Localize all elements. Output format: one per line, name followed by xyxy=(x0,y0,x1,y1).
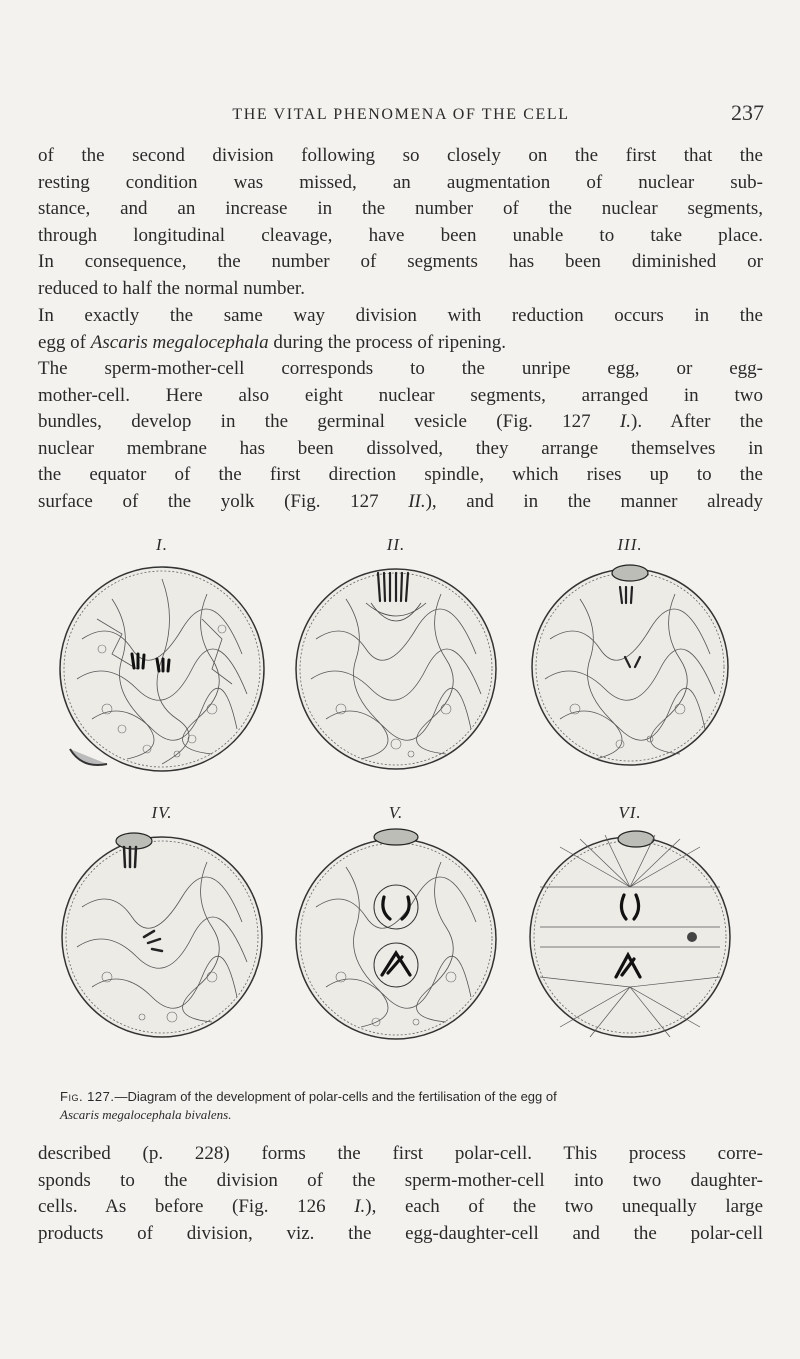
text-run: during the process of ripening. xyxy=(268,331,507,353)
text-line: mother-cell. Here also eight nuclear segments, arranged in two xyxy=(38,384,763,406)
paragraph-3 xyxy=(38,356,763,516)
text-run: ). After the xyxy=(631,411,764,433)
paragraph-1 xyxy=(38,143,763,303)
paragraph-4 xyxy=(38,1141,763,1247)
text-line: of the second division following so closely on the first that the xyxy=(38,145,763,166)
egg-cell-illustration-4 xyxy=(52,827,272,1049)
text-line: through longitudinal cleavage, have been unable to take place. xyxy=(38,224,763,246)
running-head xyxy=(38,100,764,130)
egg-cell-illustration-2 xyxy=(286,559,506,781)
figure-ref: II. xyxy=(408,490,426,512)
panel-label: III. xyxy=(617,535,643,554)
text-line xyxy=(38,409,763,436)
caption-species: Ascaris megalocephala bivalens. xyxy=(60,1107,232,1122)
text-line: products of division, viz. the egg-daughter-cell and the polar-cell xyxy=(38,1222,763,1244)
text-run: ), and in the manner already xyxy=(425,490,763,512)
figure-caption xyxy=(60,1088,750,1124)
figure-ref: I. xyxy=(354,1196,366,1218)
text-run: cells. As before (Fig. 126 xyxy=(38,1196,355,1218)
text-line: The sperm-mother-cell corresponds to the unripe egg, or egg- xyxy=(38,358,763,379)
text-run: surface of the yolk (Fig. 127 xyxy=(38,490,409,512)
page-number: 237 xyxy=(731,100,764,125)
text-line: reduced to half the normal number. xyxy=(38,277,305,299)
text-line xyxy=(38,489,763,516)
egg-cell-illustration-1 xyxy=(52,559,272,781)
figure-number: Fig. 127. xyxy=(60,1089,115,1104)
text-line: resting condition was missed, an augmentation of nuclear sub- xyxy=(38,171,763,193)
text-line xyxy=(38,1194,763,1221)
text-run: ), each of the two unequally large xyxy=(365,1196,763,1218)
text-run: egg of xyxy=(38,331,91,353)
text-line xyxy=(38,330,763,357)
panel-label: I. xyxy=(156,535,168,554)
text-line: stance, and an increase in the number of the nuclear segments, xyxy=(38,198,763,220)
text-line: sponds to the division of the sperm-mother-cell into two daughter- xyxy=(38,1169,763,1191)
egg-cell-illustration-3 xyxy=(520,559,740,781)
running-title: THE VITAL PHENOMENA OF THE CELL xyxy=(232,106,570,123)
panel-label: VI. xyxy=(618,803,642,822)
text-line: In exactly the same way division with reduction occurs in the xyxy=(38,305,763,326)
paragraph-2 xyxy=(38,303,763,356)
panel-label: II. xyxy=(386,535,406,554)
text-line: In consequence, the number of segments has been diminished or xyxy=(38,251,763,273)
text-line: nuclear membrane has been dissolved, they arrange themselves in xyxy=(38,437,763,459)
egg-cell-illustration-5 xyxy=(286,827,506,1049)
panel-label: IV. xyxy=(151,803,173,822)
text-line: the equator of the first direction spindle, which rises up to the xyxy=(38,464,763,486)
text-line: described (p. 228) forms the first polar-cell. This process corre- xyxy=(38,1143,763,1164)
figure-ref: I. xyxy=(619,411,631,433)
caption-text: —Diagram of the development of polar-cells and the fertilisation of the egg of xyxy=(114,1089,557,1104)
panel-label: V. xyxy=(388,803,404,822)
species-name: Ascaris megalocephala xyxy=(90,331,269,353)
figure-127 xyxy=(50,535,750,1075)
text-run: bundles, develop in the germinal vesicle (Fig. 127 xyxy=(38,411,620,433)
egg-cell-illustration-6 xyxy=(520,827,740,1049)
